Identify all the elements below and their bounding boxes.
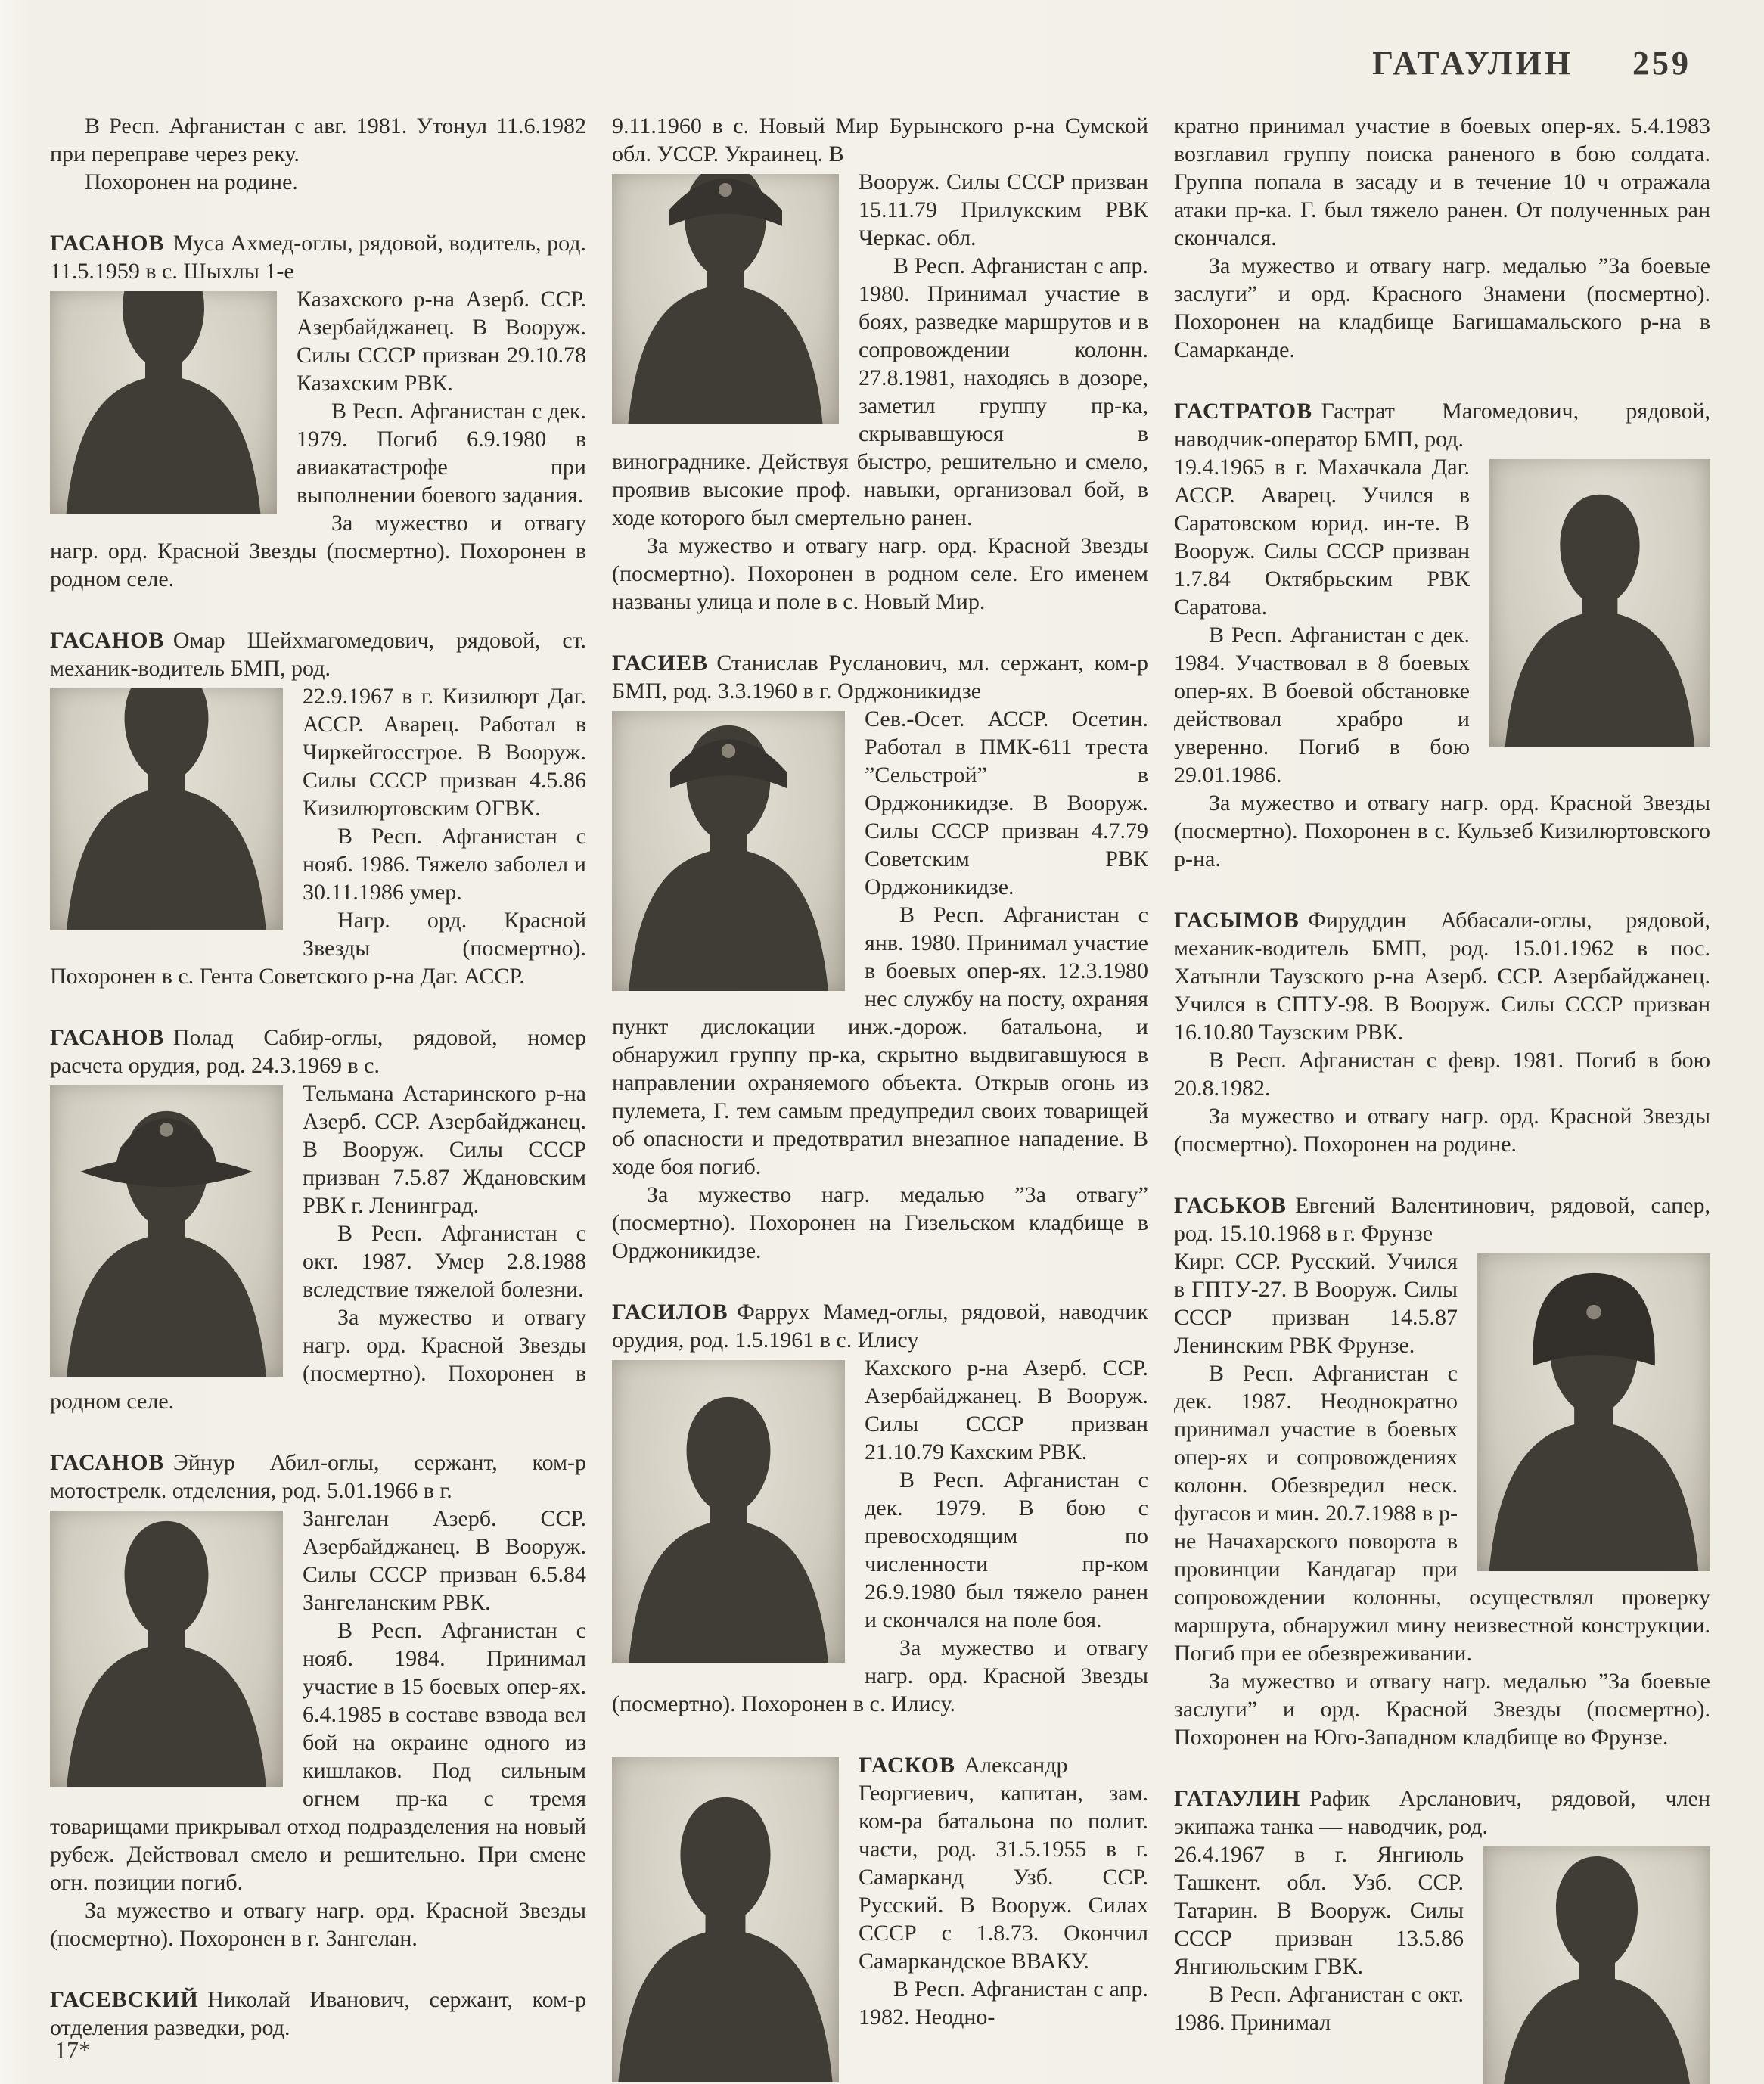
paragraph: Казахского р-на Азерб. ССР. Азербайджанец. В Вооруж. Силы СССР призван 29.10.78 Казахским РВК. <box>297 287 586 396</box>
entry-surname: ГАСКОВ <box>859 1753 956 1778</box>
entry-lead-text: Муса Ахмед-оглы, рядовой, водитель, род. 11.5.1959 в с. Шыхлы 1-е <box>50 231 586 284</box>
paragraph: За мужество и отвагу нагр. орд. Красной Звезды (посмертно). Похоронен в с. Илису. <box>612 1635 1148 1716</box>
entry-lead-text: Эйнур Абил-оглы, сержант, ком-р мотострелк. отделения, род. 5.01.1966 в г. <box>50 1450 586 1503</box>
paragraph: За мужество и отвагу нагр. орд. Красной Звезды (посмертно). Похоронен в родном селе. <box>50 511 586 592</box>
paragraph: Вооруж. Силы СССР призван 15.11.79 Прилукским РВК Черкас. обл. <box>859 169 1148 250</box>
paragraph: В Респ. Афганистан с апр. 1982. Неодно- <box>859 1977 1148 2030</box>
paragraph: В Респ. Афганистан с окт. 1987. Умер 2.8.1988 вследствие тяжелой болезни. <box>303 1221 586 1302</box>
paragraph: 26.4.1967 в г. Янгиюль Ташкент. обл. Узб. ССР. Татарин. В Вооруж. Силы СССР призван 13.5.86 Янгиюльским ГВК. <box>1174 1842 1464 1979</box>
entry-gaskov <box>612 1751 1148 2031</box>
entry-surname: ГАСИЕВ <box>612 651 709 676</box>
entry-heading <box>50 1449 586 1505</box>
entry-heading <box>50 626 586 682</box>
entry-gasiev <box>612 649 1148 1265</box>
entry-gastratov <box>1174 397 1710 873</box>
paragraph: кратно принимал участие в боевых опер-ях. 5.4.1983 возглавил группу поиска раненого в бою солдата. Группа попала в засаду и в течение 10 ч отражала атаки пр-ка. Г. был тяжело ранен. От полученных ран скончался. <box>1174 113 1710 250</box>
paragraph: Кирг. ССР. Русский. Учился в ГПТУ-27. В Вооруж. Силы СССР призван 14.5.87 Ленинским РВК Фрунзе. <box>1174 1249 1458 1358</box>
entry-heading <box>612 1298 1148 1354</box>
entry-continuation-col1 <box>50 112 586 196</box>
entry-heading <box>50 1986 586 2042</box>
paragraph: 19.4.1965 в г. Махачкала Даг. АССР. Аварец. Учился в Саратовском юрид. ин-те. В Вооруж. Силы СССР призван 1.7.84 Октябрьским РВК Саратова. <box>1174 455 1470 620</box>
portrait-photo-gasilov <box>612 1360 845 1663</box>
entry-heading <box>612 649 1148 705</box>
entry-lead-text: Гастрат Магомедович, рядовой, наводчик-оператор БМП, род. <box>1174 399 1710 452</box>
entry-heading <box>50 1023 586 1079</box>
portrait-photo-gataulin <box>1483 1846 1710 2084</box>
paragraph: За мужество и отвагу нагр. орд. Красной Звезды (посмертно). Похоронен в родном селе. <box>50 1305 586 1414</box>
entry-heading <box>50 229 586 285</box>
paragraph: В Респ. Афганистан с дек. 1984. Участвовал в 8 боевых опер-ях. В боевой обстановке действовал храбро и уверенно. Погиб в бою 29.01.1986. <box>1174 623 1470 787</box>
running-head-name: ГАТАУЛИН <box>1372 45 1573 82</box>
paragraph: В Респ. Афганистан с дек. 1987. Неоднократно принимал участие в боевых опер-ях и сопровождениях колонн. Обезвредил неск. фугасов и мин. 20.7.1988 в р-не Начахарского поворота в провинции Кандагар при сопровождении колонны, осуществлял проверку маршрута, обнаружил мину неизвестной конструкции. Погиб при ее обезвреживании. <box>1174 1361 1710 1666</box>
entry-gasilov <box>612 1298 1148 1718</box>
paragraph: 9.11.1960 в с. Новый Мир Бурынского р-на Сумской обл. УССР. Украинец. В <box>612 113 1148 166</box>
column-1 <box>50 112 586 2084</box>
portrait-photo-gasanov-polad <box>50 1085 283 1377</box>
paragraph: В Респ. Афганистан с нояб. 1984. Принимал участие в 15 боевых опер-ях. 6.4.1985 в составе взвода вел бой на окраине одного из кишлаков. Под сильным огнем пр-ка с тремя товарищами прикрывал отход подразделения на новый рубеж. Действовал смело и решительно. При смене огн. позиции погиб. <box>50 1618 586 1895</box>
portrait-photo-gaskov-evgeniy <box>1477 1253 1710 1571</box>
entry-continuation-col3 <box>1174 112 1710 364</box>
entry-continuation-col2 <box>612 112 1148 616</box>
paragraph: В Респ. Афганистан с дек. 1979. Погиб 6.9.1980 в авиакатастрофе при выполнении боевого задания. <box>297 399 586 508</box>
entry-surname: ГАСАНОВ <box>50 1025 165 1050</box>
entry-heading <box>1174 1191 1710 1247</box>
paragraph: В Респ. Афганистан с авг. 1981. Утонул 11.6.1982 при переправе через реку. <box>50 113 586 166</box>
entry-gasanov-omar <box>50 626 586 990</box>
entry-surname: ГАСАНОВ <box>50 1450 165 1475</box>
entry-lead-text: Александр Георгиевич, капитан, зам. ком-ра батальона по полит. части, род. 31.5.1955 в г. Самарканд Узб. ССР. Русский. В Вооруж. Силах СССР с 1.8.73. Окончил Самаркандское ВВАКУ. <box>859 1753 1148 1974</box>
paragraph: За мужество и отвагу нагр. орд. Красной Звезды (посмертно). Похоронен на родине. <box>1174 1104 1710 1157</box>
entry-gasanov-eynur <box>50 1449 586 1952</box>
portrait-photo-gastratov <box>1489 459 1710 747</box>
entry-gasevskiy <box>50 1986 586 2042</box>
entry-lead-text: Николай Иванович, сержант, ком-р отделения разведки, род. <box>50 1987 586 2040</box>
portrait-photo-gasanov-musa <box>50 291 277 514</box>
entry-gataulin <box>1174 1784 1710 2036</box>
entry-surname: ГАСТРАТОВ <box>1174 399 1313 424</box>
entry-lead-text: Полад Сабир-оглы, рядовой, номер расчета орудия, род. 24.3.1969 в с. <box>50 1025 586 1078</box>
entry-gasanov-polad <box>50 1023 586 1415</box>
entry-lead-text: Евгений Валентинович, рядовой, сапер, род. 15.10.1968 в г. Фрунзе <box>1174 1193 1710 1246</box>
text-columns <box>50 112 1711 2084</box>
entry-lead-text: Омар Шейхмагомедович, рядовой, ст. механик-водитель БМП, род. <box>50 628 586 681</box>
paragraph: Сев.-Осет. АССР. Осетин. Работал в ПМК-611 треста ”Сельстрой” в Орджоникидзе. В Вооруж. Силы СССР призван 4.7.79 Советским РВК Орджоникидзе. <box>865 707 1148 899</box>
paragraph: За мужество и отвагу нагр. медалью ”За боевые заслуги” и орд. Красной Звезды (посмертно). Похоронен на Юго-Западном кладбище во Фрунзе. <box>1174 1669 1710 1750</box>
portrait-photo-gasanov-omar <box>50 688 283 930</box>
paragraph: Тельмана Астаринского р-на Азерб. ССР. Азербайджанец. В Вооруж. Силы СССР призван 7.5.87 Ждановским РВК г. Ленинград. <box>303 1081 586 1218</box>
paragraph: За мужество и отвагу нагр. орд. Красной Звезды (посмертно). Похоронен в родном селе. Его именем названы улица и поле в с. Новый Мир. <box>612 533 1148 614</box>
paragraph: В Респ. Афганистан с янв. 1980. Принимал участие в боевых опер-ях. 12.3.1980 нес службу на посту, охраняя пункт дислокации инж.-дорож. батальона, и обнаружил группу пр-ка, скрытно выдвигавшуюся в направлении охраняемого объекта. Открыв огонь из пулемета, Г. тем самым предупредил своих товарищей об опасности и предотвратил внезапное нападение. В ходе боя погиб. <box>612 902 1148 1179</box>
entry-heading <box>1174 906 1710 1046</box>
entry-surname: ГАСЫМОВ <box>1174 908 1300 933</box>
entry-surname: ГАСИЛОВ <box>612 1300 728 1325</box>
entry-lead-text: Рафик Арсланович, рядовой, член экипажа танка — наводчик, род. <box>1174 1786 1710 1839</box>
signature-mark: 17* <box>54 2036 91 2064</box>
paragraph: За мужество и отвагу нагр. медалью ”За боевые заслуги” и орд. Красного Знамени (посмертно). Похоронен на кладбище Багишамальского р-на в Самарканде. <box>1174 253 1710 362</box>
paragraph: За мужество и отвагу нагр. орд. Красной Звезды (посмертно). Похоронен в с. Кульзеб Кизилюртовского р-на. <box>1174 790 1710 871</box>
paragraph: Кахского р-на Азерб. ССР. Азербайджанец. В Вооруж. Силы СССР призван 21.10.79 Кахским РВК. <box>865 1356 1148 1464</box>
paragraph: Нагр. орд. Красной Звезды (посмертно). Похоронен в с. Гента Советского р-на Даг. АССР. <box>50 908 586 989</box>
running-head <box>1372 44 1691 82</box>
paragraph: В Респ. Афганистан с нояб. 1986. Тяжело заболел и 30.11.1986 умер. <box>303 824 586 905</box>
entry-surname: ГАСЕВСКИЙ <box>50 1987 199 2012</box>
page-number: 259 <box>1632 45 1691 82</box>
entry-surname: ГАСАНОВ <box>50 231 165 256</box>
paragraph: Похоронен на родине. <box>85 169 298 194</box>
entry-surname: ГАСАНОВ <box>50 628 165 653</box>
entry-lead-text: Станислав Русланович, мл. сержант, ком-р БМП, род. 3.3.1960 в г. Орджоникидзе <box>612 651 1148 703</box>
column-2 <box>612 112 1148 2084</box>
entry-gaskov-evgeniy <box>1174 1191 1710 1751</box>
entry-surname: ГАТАУЛИН <box>1174 1786 1301 1811</box>
portrait-photo-continuation-col2 <box>612 174 839 424</box>
paragraph: Зангелан Азерб. ССР. Азербайджанец. В Вооруж. Силы СССР призван 6.5.84 Зангеланским РВК. <box>303 1506 586 1615</box>
column-3 <box>1174 112 1710 2084</box>
entry-lead-text: Фаррух Мамед-оглы, рядовой, наводчик орудия, род. 1.5.1961 в с. Илису <box>612 1300 1148 1353</box>
portrait-photo-gaskov <box>612 1757 839 2082</box>
entry-surname: ГАСЬКОВ <box>1174 1193 1287 1218</box>
entry-gasanov-musa <box>50 229 586 593</box>
entry-heading <box>1174 397 1710 453</box>
paragraph: В Респ. Афганистан с апр. 1980. Принимал участие в боях, разведке маршрутов и в сопровождении колонн. 27.8.1981, находясь в дозоре, заметил группу пр-ка, скрывавшуюся в винограднике. Действуя быстро, решительно и смело, проявив высокие проф. навыки, организовал бой, в ходе которого был смертельно ранен. <box>612 253 1148 530</box>
paragraph: За мужество нагр. медалью ”За отвагу” (посмертно). Похоронен на Гизельском кладбище в Орджоникидзе. <box>612 1182 1148 1263</box>
entry-heading <box>1174 1784 1710 1840</box>
paragraph: В Респ. Афганистан с дек. 1979. В бою с превосходящим по численности пр-ком 26.9.1980 был тяжело ранен и скончался на поле боя. <box>865 1467 1148 1632</box>
paragraph: За мужество и отвагу нагр. орд. Красной Звезды (посмертно). Похоронен в г. Зангелан. <box>50 1898 586 1951</box>
entry-gasymov <box>1174 906 1710 1158</box>
portrait-photo-gasanov-eynur <box>50 1511 283 1787</box>
paragraph: 22.9.1967 в г. Кизилюрт Даг. АССР. Аварец. Работал в Чиркейгосстрое. В Вооруж. Силы СССР призван 4.5.86 Кизилюртовским ОГВК. <box>303 684 586 821</box>
entry-lead-text: Фируддин Аббасали-оглы, рядовой, механик-водитель БМП, род. 15.01.1962 в пос. Хатынли Таузского р-на Азерб. ССР. Азербайджанец. Учился в СПТУ-98. В Вооруж. Силы СССР призван 16.10.80 Таузским РВК. <box>1174 908 1710 1045</box>
paragraph: В Респ. Афганистан с февр. 1981. Погиб в бою 20.8.1982. <box>1174 1048 1710 1101</box>
paragraph: В Респ. Афганистан с окт. 1986. Принимал <box>1174 1982 1464 2035</box>
portrait-photo-gasiev <box>612 711 845 991</box>
